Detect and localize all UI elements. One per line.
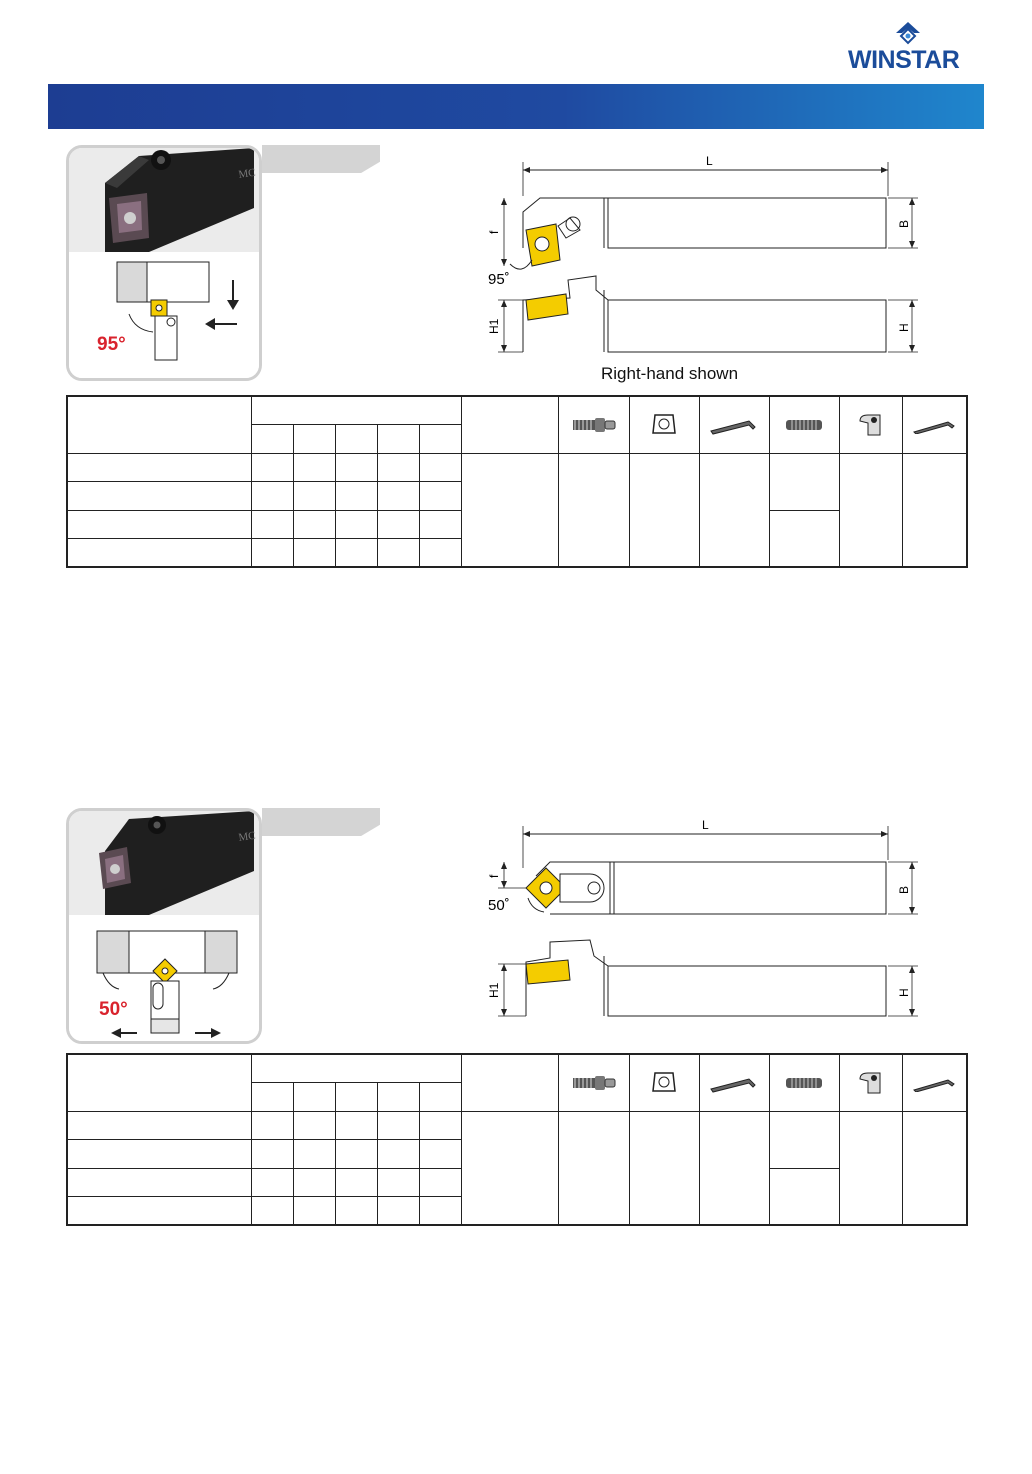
table-cell [419, 1197, 461, 1226]
body-marking: MC [237, 829, 257, 844]
cutting-diagram [69, 252, 259, 381]
table-cell [629, 1111, 699, 1225]
table-cell [335, 1111, 377, 1140]
brand-name: WINSTAR [848, 46, 960, 74]
table-cell [377, 510, 419, 539]
hex-key-icon [902, 396, 967, 453]
pin-icon [558, 396, 629, 453]
title-banner [48, 84, 984, 129]
table-cell [293, 1140, 335, 1169]
dimension-drawing [470, 812, 930, 1027]
spec-table [66, 395, 968, 568]
winstar-logo [848, 20, 988, 72]
product-photo-card [66, 145, 262, 381]
table-cell [67, 482, 251, 511]
table-cell [377, 1197, 419, 1226]
table-cell [67, 1111, 251, 1140]
table-cell [293, 482, 335, 511]
table-cell [839, 1111, 902, 1225]
header-cell [293, 1083, 335, 1112]
table-cell [902, 1111, 967, 1225]
table-cell [769, 510, 839, 567]
dim-l: L [706, 154, 713, 168]
table-cell [419, 1111, 461, 1140]
header-cell [419, 425, 461, 454]
table-cell [67, 539, 251, 568]
table-cell [419, 539, 461, 568]
table-cell [377, 539, 419, 568]
table-cell [251, 1140, 293, 1169]
table-cell [335, 1197, 377, 1226]
table-cell [558, 453, 629, 567]
table-cell [67, 1140, 251, 1169]
table-cell [335, 482, 377, 511]
dim-h1: H1 [487, 982, 501, 998]
table-cell [419, 510, 461, 539]
table-cell [251, 482, 293, 511]
table-cell [251, 510, 293, 539]
dim-l: L [702, 818, 709, 832]
hex-key-icon [902, 1054, 967, 1111]
body-marking: MC [237, 166, 257, 181]
header-cell [461, 396, 558, 453]
table-cell [377, 1140, 419, 1169]
header-cell [251, 396, 461, 425]
header-cell [251, 425, 293, 454]
dim-h1: H1 [487, 318, 501, 334]
wrench-icon [699, 1054, 769, 1111]
tool-holder-photo [69, 811, 259, 915]
header-cell [67, 396, 251, 453]
table-cell [461, 1111, 558, 1225]
table-cell [769, 1111, 839, 1168]
header-cell [67, 1054, 251, 1111]
cutting-diagram [69, 915, 259, 1044]
shim-icon [629, 396, 699, 453]
table-cell [419, 1168, 461, 1197]
table-cell [251, 1197, 293, 1226]
pin-icon [558, 1054, 629, 1111]
table-cell [419, 1140, 461, 1169]
table-cell [629, 453, 699, 567]
spec-table [66, 1053, 968, 1226]
table-cell [461, 453, 558, 567]
angle-label-drawing: 50˚ [488, 897, 510, 914]
section-tab [262, 808, 380, 836]
table-cell [699, 453, 769, 567]
table-cell [251, 539, 293, 568]
clamp-icon [839, 1054, 902, 1111]
table-cell [335, 1168, 377, 1197]
header-cell [377, 1083, 419, 1112]
angle-label-drawing: 95˚ [488, 271, 510, 288]
dim-b: B [897, 219, 911, 228]
header-cell [335, 1083, 377, 1112]
angle-label: 50° [99, 999, 128, 1020]
table-cell [67, 1168, 251, 1197]
angle-label: 95° [97, 334, 126, 355]
header-cell [419, 1083, 461, 1112]
table-cell [769, 1168, 839, 1225]
table-cell [558, 1111, 629, 1225]
table-cell [293, 510, 335, 539]
header-cell [335, 425, 377, 454]
header-cell [251, 1083, 293, 1112]
table-cell [335, 453, 377, 482]
table-cell [293, 1197, 335, 1226]
dim-f: f [487, 874, 501, 878]
table-cell [839, 453, 902, 567]
table-cell [419, 453, 461, 482]
product-photo-card [66, 808, 262, 1044]
drawing-caption: Right-hand shown [601, 364, 739, 383]
table-cell [293, 1168, 335, 1197]
table-cell [377, 1111, 419, 1140]
table-cell [377, 453, 419, 482]
table-cell [335, 1140, 377, 1169]
wrench-icon [699, 396, 769, 453]
tool-holder-photo [69, 148, 259, 252]
table-cell [335, 510, 377, 539]
table-cell [377, 482, 419, 511]
table-cell [251, 1111, 293, 1140]
table-cell [335, 539, 377, 568]
table-cell [902, 453, 967, 567]
screw-icon [769, 396, 839, 453]
dim-b: B [897, 885, 911, 894]
dim-f: f [487, 230, 501, 234]
table-cell [769, 453, 839, 510]
table-cell [251, 1168, 293, 1197]
screw-icon [769, 1054, 839, 1111]
dimension-drawing [470, 148, 930, 388]
table-cell [67, 1197, 251, 1226]
header-cell [377, 425, 419, 454]
table-cell [251, 453, 293, 482]
table-cell [699, 1111, 769, 1225]
header-cell [251, 1054, 461, 1083]
table-cell [377, 1168, 419, 1197]
table-cell [293, 539, 335, 568]
table-cell [67, 453, 251, 482]
table-cell [67, 510, 251, 539]
section-tab [262, 145, 380, 173]
header-cell [461, 1054, 558, 1111]
table-cell [293, 1111, 335, 1140]
table-cell [293, 453, 335, 482]
table-cell [419, 482, 461, 511]
header-cell [293, 425, 335, 454]
clamp-icon [839, 396, 902, 453]
dim-h: H [897, 988, 911, 997]
shim-icon [629, 1054, 699, 1111]
dim-h: H [897, 323, 911, 332]
